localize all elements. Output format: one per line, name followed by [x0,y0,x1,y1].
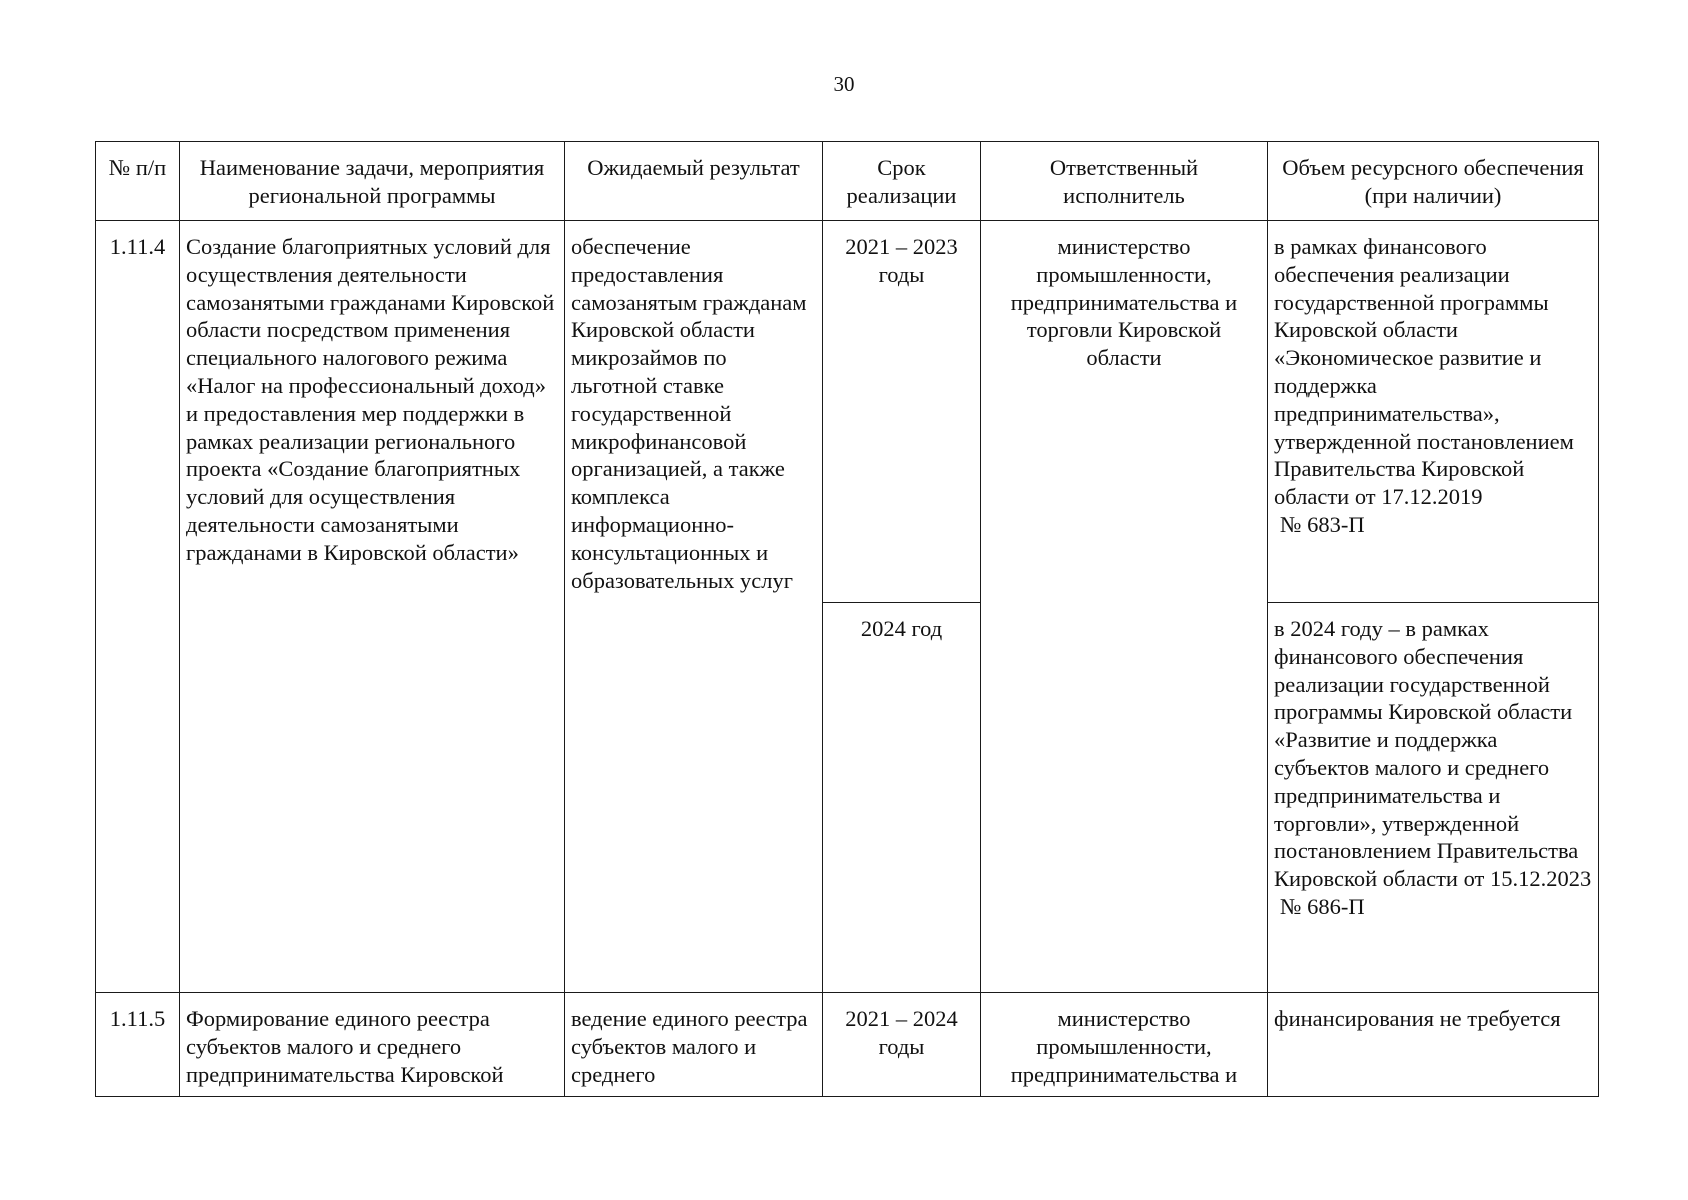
row-resources: финансирования не требуется [1268,993,1599,1097]
table-row [96,993,1599,1097]
row-resources [1268,221,1599,603]
row-num: 1.11.4 [96,221,180,993]
row-result: обеспечение предоставления самозанятым гражданам Кировской области микрозаймов по льготной ставке государственной микрофинансовой организацией, а также комплекса информационно-консультационных и образовательных услуг [565,221,823,993]
row-result: ведение единого реестра субъектов малого и среднего [565,993,823,1097]
row-name: Формирование единого реестра субъектов малого и среднего предпринимательства Кировской [180,993,565,1097]
row-term: 2024 год [823,603,981,993]
program-measures-table [95,141,1599,1097]
header-executor: Ответственный исполнитель [981,142,1268,221]
header-resources: Объем ресурсного обеспечения (при наличии) [1268,142,1599,221]
row-name: Создание благоприятных условий для осуществления деятельности самозанятыми гражданами Кировской области посредством применения специального налогового режима «Налог на профессиональный доход» и предоставления мер поддержки в рамках реализации регионального проекта «Создание благоприятных условий для осуществления деятельности самозанятыми гражданами в Кировской области» [180,221,565,993]
table-row [96,221,1599,603]
row-term: 2021 – 2023 годы [823,221,981,603]
header-name: Наименование задачи, мероприятия региональной программы [180,142,565,221]
header-result: Ожидаемый результат [565,142,823,221]
table-header-row [96,142,1599,221]
page-number: 30 [833,72,855,96]
row-num: 1.11.5 [96,993,180,1097]
resources-text: в рамках финансового обеспечения реализации государственной программы Кировской области «Экономическое развитие и поддержка предпринимательства», утвержденной постановлением Правительства Кировской области от 17.12.2019 [1274,234,1574,510]
resources-text: в 2024 году – в рамках финансового обеспечения реализации государственной программы Кировской области «Развитие и поддержка субъектов малого и среднего предпринимательства и торговли», утвержденной постановлением Правительства Кировской области от 15.12.2023 [1274,616,1592,892]
row-resources [1268,603,1599,993]
row-term: 2021 – 2024 годы [823,993,981,1097]
header-num: № п/п [96,142,180,221]
resources-decree-number: № 686-П [1280,893,1365,919]
header-term: Срок реализации [823,142,981,221]
row-executor: министерство промышленности, предпринимательства и торговли Кировской области [981,221,1268,993]
resources-decree-number: № 683-П [1280,511,1365,537]
row-executor: министерство промышленности, предпринимательства и [981,993,1268,1097]
